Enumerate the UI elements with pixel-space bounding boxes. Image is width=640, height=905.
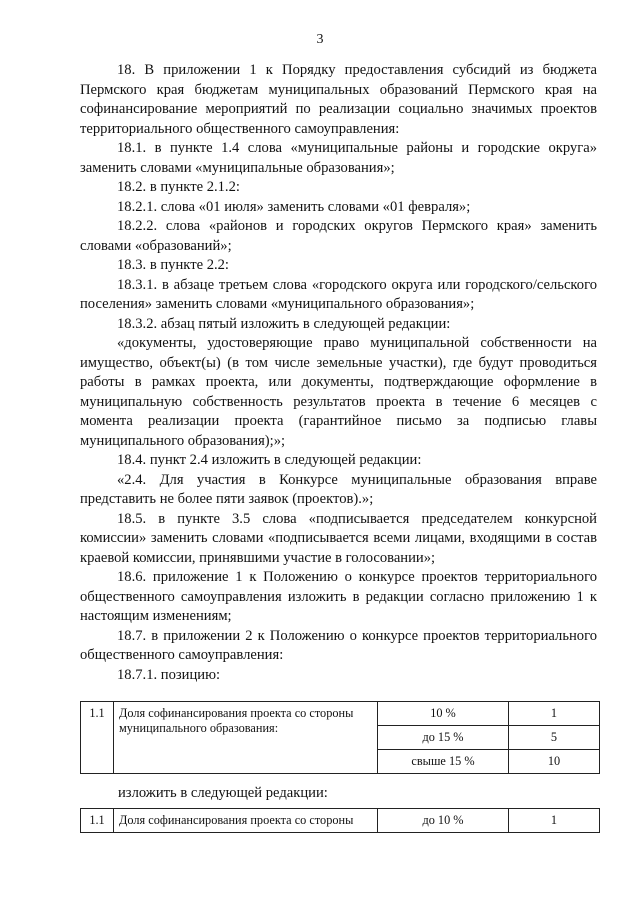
table-row	[81, 809, 600, 833]
page-number: 3	[316, 32, 324, 47]
paragraph-quote-2-4: «2.4. Для участия в Конкурсе муниципальные образования вправе представить не более пяти заявок (проектов).»;	[80, 471, 597, 507]
paragraph-18-1: 18.1. в пункте 1.4 слова «муниципальные районы и городские округа» заменить словами «муниципальные образования»;	[80, 140, 597, 176]
document-body	[80, 61, 597, 685]
value-cell: до 10 %	[378, 809, 509, 833]
table-row	[81, 702, 600, 726]
paragraph-18-2-1: 18.2.1. слова «01 июля» заменить словами «01 февраля»;	[117, 198, 471, 215]
criterion-number: 1.1	[81, 809, 114, 833]
paragraph-18-6: 18.6. приложение 1 к Положению о конкурсе проектов территориального общественного самоуправления изложить в редакции согласно приложению 1 к настоящим изменениям;	[80, 569, 597, 624]
criteria-table-old	[80, 701, 600, 774]
score-cell: 1	[509, 702, 600, 726]
paragraph-18-4: 18.4. пункт 2.4 изложить в следующей редакции:	[117, 452, 422, 468]
paragraph-18: 18. В приложении 1 к Порядку предоставления субсидий из бюджета Пермского края бюджетам муниципальных образований Пермского края на софинансирование мероприятий по реализации социально значимых проектов территориального общественного самоуправления:	[80, 62, 597, 137]
after-table-label: изложить в следующей редакции:	[118, 785, 328, 801]
paragraph-18-3: 18.3. в пункте 2.2:	[117, 257, 229, 273]
criterion-number: 1.1	[81, 702, 114, 774]
paragraph-18-3-1: 18.3.1. в абзаце третьем слова «городского округа или городского/сельского поселения» заменить словами «муниципального образования»;	[80, 276, 597, 312]
paragraph-18-2-2: 18.2.2. слова «районов и городских округов Пермского края» заменить словами «образований»;	[80, 218, 597, 254]
criteria-table-new	[80, 808, 600, 833]
value-cell: 10 %	[378, 702, 509, 726]
score-cell: 5	[509, 726, 600, 750]
paragraph-18-2: 18.2. в пункте 2.1.2:	[117, 179, 240, 195]
value-cell: свыше 15 %	[378, 750, 509, 774]
criterion-text: Доля софинансирования проекта со стороны муниципального образования:	[114, 702, 378, 774]
score-cell: 10	[509, 750, 600, 774]
paragraph-18-7-1: 18.7.1. позицию:	[117, 666, 221, 683]
paragraph-18-7: 18.7. в приложении 2 к Положению о конкурсе проектов территориального общественного самоуправления:	[80, 627, 597, 663]
criterion-text: Доля софинансирования проекта со стороны	[114, 809, 378, 833]
paragraph-18-3-2: 18.3.2. абзац пятый изложить в следующей редакции:	[117, 315, 451, 332]
score-cell: 1	[509, 809, 600, 833]
value-cell: до 15 %	[378, 726, 509, 750]
paragraph-quote-documents: «документы, удостоверяющие право муниципальной собственности на имущество, объект(ы) (в том числе земельные участки), где будут проводиться работы в рамках проекта, или документы, подтверждающие оформление в муниципальную собственность результатов проекта в течение 6 месяцев с момента реализации проекта (гарантийное письмо за подписью главы муниципального образования);»;	[80, 335, 597, 449]
paragraph-18-5: 18.5. в пункте 3.5 слова «подписывается председателем конкурсной комиссии» заменить словами «подписывается всеми лицами, входящими в состав краевой комиссии, принявшими участие в голосовании»;	[80, 510, 597, 566]
